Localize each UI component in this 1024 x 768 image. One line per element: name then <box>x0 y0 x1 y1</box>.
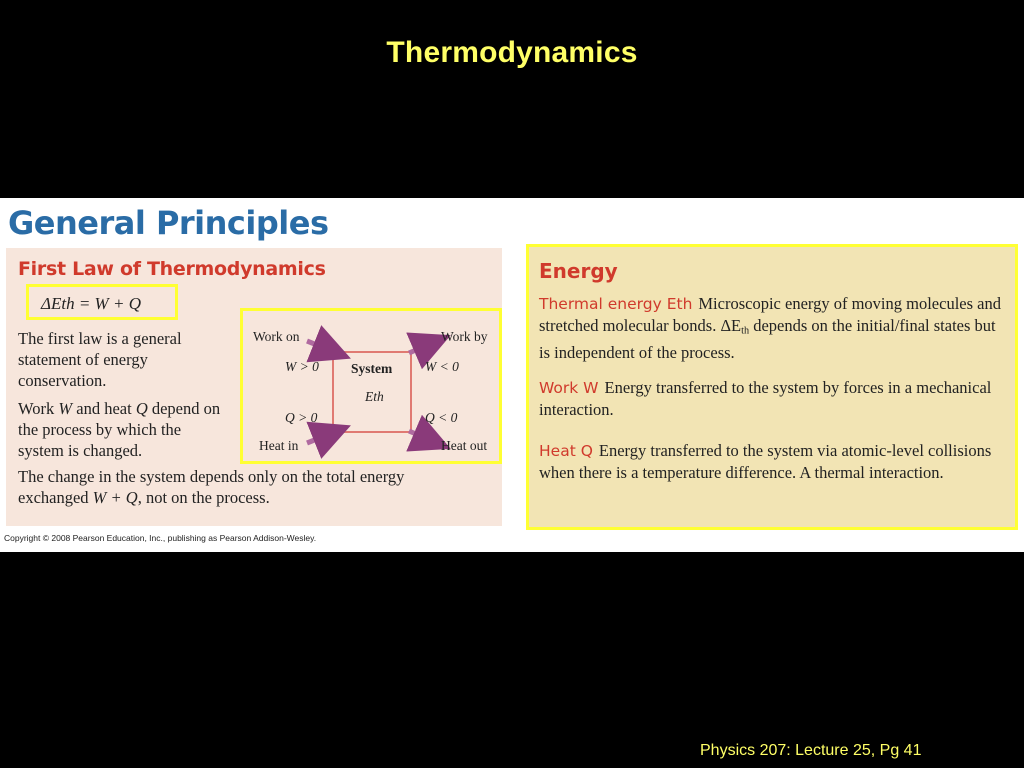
energy-heading: Energy <box>539 259 618 283</box>
system-label: System <box>351 361 393 376</box>
heat-out-arrow <box>409 431 437 443</box>
slide-footer: Physics 207: Lecture 25, Pg 41 <box>700 742 922 759</box>
general-principles-panel <box>0 198 1024 552</box>
heat-in-arrow <box>307 431 337 443</box>
q-negative-label: Q < 0 <box>425 410 458 425</box>
system-diagram <box>240 308 502 464</box>
first-law-paragraph-3: The change in the system depends only on the total energy exchanged W + Q, not on the process. <box>18 467 405 507</box>
work-term: Work W <box>539 379 599 397</box>
heat-term: Heat Q <box>539 442 593 460</box>
thermal-energy-definition: Thermal energy Eth Microscopic energy of moving molecules and stretched molecular bonds. $\Delta E_{th}$ depends on the initial/final states but is independent of the process. <box>539 294 1001 362</box>
w-positive-label: W > 0 <box>285 359 319 374</box>
first-law-box <box>6 248 502 526</box>
heat-in-label: Heat in <box>259 438 299 453</box>
heat-out-label: Heat out <box>441 438 488 453</box>
heat-definition: Heat Q Energy transferred to the system via atomic-level collisions when there is a temperature difference. A thermal interaction. <box>539 441 992 482</box>
q-positive-label: Q > 0 <box>285 410 318 425</box>
work-on-label: Work on <box>253 329 300 344</box>
first-law-paragraph-2: Work W and heat Q depend on the process by which the system is changed. <box>18 399 221 460</box>
first-law-heading: First Law of Thermodynamics <box>18 258 326 280</box>
first-law-equation: ΔEth = W + Q <box>26 284 178 320</box>
work-by-arrow <box>409 341 437 353</box>
thermal-energy-term: Thermal energy Eth <box>539 295 693 313</box>
work-on-arrow <box>307 341 337 353</box>
work-definition: Work W Energy transferred to the system by forces in a mechanical interaction. <box>539 378 992 419</box>
work-by-label: Work by <box>441 329 488 344</box>
copyright-text: Copyright © 2008 Pearson Education, Inc., publishing as Pearson Addison-Wesley. <box>4 533 317 543</box>
w-negative-label: W < 0 <box>425 359 459 374</box>
slide-title: Thermodynamics <box>386 36 638 69</box>
energy-box <box>526 244 1018 530</box>
general-principles-heading: General Principles <box>8 204 329 242</box>
eth-label: Eth <box>365 389 384 404</box>
first-law-paragraph-1: The first law is a general statement of energy conservation. <box>18 329 182 390</box>
